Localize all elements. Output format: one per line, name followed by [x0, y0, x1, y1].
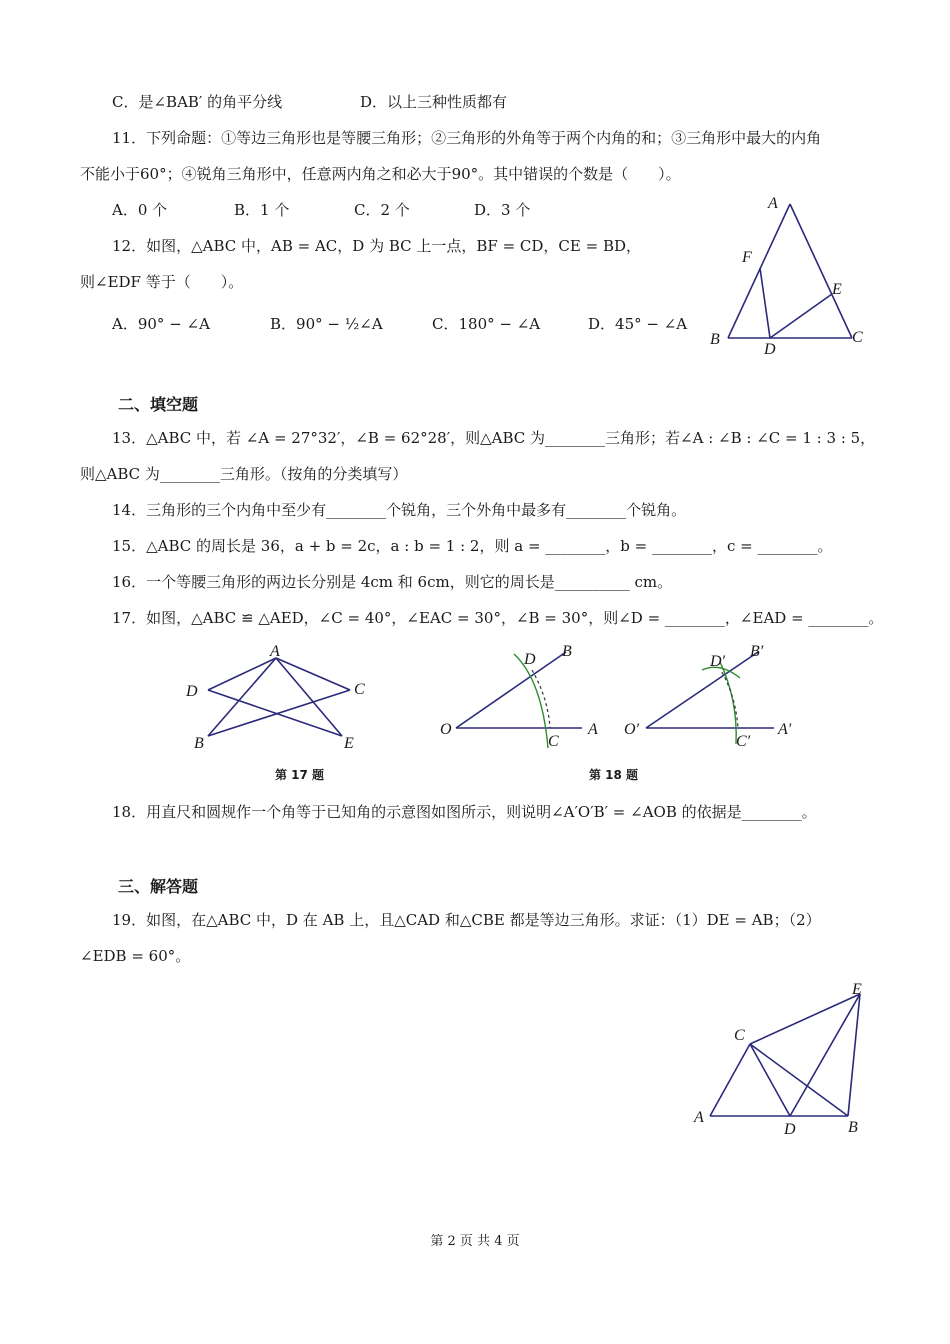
- q12-option-d: D．45° − ∠A: [588, 315, 688, 333]
- q17-label-b: B: [194, 735, 204, 752]
- q13-text-line1: 13．△ABC 中，若 ∠A = 27°32′，∠B = 62°28′，则△ABC 为________三角形；若∠A : ∠B : ∠C = 1 : 3 : 5，: [112, 429, 876, 447]
- q19-equilateral-figure: [690, 976, 880, 1136]
- q13-text-line2: 则△ABC 为________三角形。（按角的分类填写）: [80, 465, 408, 483]
- q14-text: 14．三角形的三个内角中至少有________个锐角，三个外角中最多有________个锐角。: [112, 501, 687, 519]
- q12-option-b: B．90° − ½∠A: [270, 315, 383, 333]
- q18-right-label-b-prime: B′: [750, 643, 764, 660]
- q17-label-d: D: [186, 683, 198, 700]
- q11-option-b: B．1 个: [234, 201, 290, 219]
- section-fill-in-title: 二、填空题: [118, 395, 199, 414]
- q18-left-label-c: C: [548, 733, 559, 750]
- q18-left-label-d: D: [524, 651, 536, 668]
- q17-caption: 第 17 题: [275, 768, 325, 782]
- q12-triangle-figure: [700, 190, 880, 360]
- q12-option-c: C．180° − ∠A: [432, 315, 541, 333]
- q17-label-e: E: [344, 735, 354, 752]
- q17-star-figure: [180, 642, 380, 752]
- q12-option-a: A．90° − ∠A: [112, 315, 210, 333]
- q16-text: 16．一个等腰三角形的两边长分别是 4cm 和 6cm，则它的周长是__________ cm。: [112, 573, 673, 591]
- q18-right-label-d-prime: D′: [710, 653, 726, 670]
- q12-label-c: C: [852, 329, 863, 346]
- q19-text-line1: 19．如图，在△ABC 中，D 在 AB 上，且△CAD 和△CBE 都是等边三角形。求证：（1）DE = AB；（2）: [112, 911, 821, 929]
- q19-label-d: D: [784, 1121, 796, 1138]
- q11-text-line1: 11．下列命题：①等边三角形也是等腰三角形；②三角形的外角等于两个内角的和；③三角形中最大的内角: [112, 129, 822, 147]
- q19-label-c: C: [734, 1027, 745, 1044]
- q19-label-a: A: [694, 1109, 704, 1126]
- q15-text: 15．△ABC 的周长是 36，a + b = 2c，a : b = 1 : 2，则 a = ________，b = ________，c = ________。: [112, 537, 833, 555]
- q12-label-a: A: [768, 195, 778, 212]
- q18-left-label-a: A: [588, 721, 598, 738]
- q18-right-label-c-prime: C′: [736, 733, 751, 750]
- q10-option-d: D．以上三种性质都有: [360, 93, 508, 111]
- q19-label-e: E: [852, 981, 862, 998]
- q18-left-label-o: O: [440, 721, 452, 738]
- q17-text: 17．如图，△ABC ≌ △AED，∠C = 40°，∠EAC = 30°，∠B = 30°，则∠D = ________，∠EAD = ________。: [112, 609, 884, 627]
- q18-left-construction-figure: [436, 640, 616, 756]
- q11-option-a: A．0 个: [112, 201, 168, 219]
- q17-label-c: C: [354, 681, 365, 698]
- q12-label-b: B: [710, 331, 720, 348]
- section-answer-title: 三、解答题: [118, 877, 199, 896]
- q18-right-construction-figure: [622, 640, 812, 756]
- q12-text-line1: 12．如图，△ABC 中，AB = AC，D 为 BC 上一点，BF = CD，CE = BD，: [112, 237, 642, 255]
- q12-text-line2: 则∠EDF 等于（ ）。: [80, 273, 244, 291]
- q19-text-line2: ∠EDB = 60°。: [80, 947, 191, 965]
- q12-label-d: D: [764, 341, 776, 358]
- q19-label-b: B: [848, 1119, 858, 1136]
- q11-option-d: D．3 个: [474, 201, 531, 219]
- q18-right-label-o-prime: O′: [624, 721, 640, 738]
- q11-option-c: C．2 个: [354, 201, 410, 219]
- q10-option-c: C．是∠BAB′ 的角平分线: [112, 93, 283, 111]
- q17-label-a: A: [270, 643, 280, 660]
- q18-left-label-b: B: [562, 643, 572, 660]
- q18-text: 18．用直尺和圆规作一个角等于已知角的示意图如图所示，则说明∠A′O′B′ = ∠AOB 的依据是________。: [112, 803, 817, 821]
- q11-text-line2: 不能小于60°；④锐角三角形中，任意两内角之和必大于90°。其中错误的个数是（ ）。: [80, 165, 681, 183]
- q12-label-e: E: [832, 281, 842, 298]
- page-footer: 第 2 页 共 4 页: [430, 1234, 520, 1249]
- q12-label-f: F: [742, 249, 752, 266]
- q18-caption: 第 18 题: [589, 768, 639, 782]
- q18-right-label-a-prime: A′: [778, 721, 792, 738]
